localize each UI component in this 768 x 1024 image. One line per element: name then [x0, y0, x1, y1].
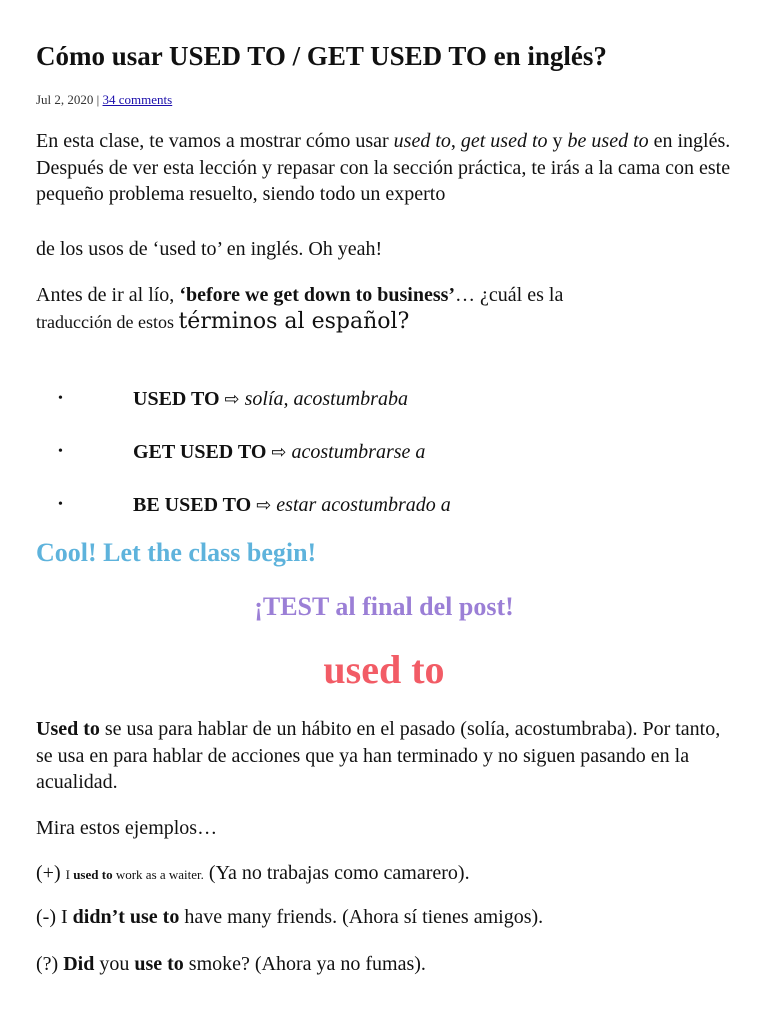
post-date: Jul 2, 2020: [36, 92, 94, 107]
intro-term-used-to: used to: [393, 130, 451, 152]
intro-paragraph: [36, 128, 736, 208]
translation-text: traducción de estos: [36, 311, 179, 332]
example-sign: (+): [36, 862, 66, 884]
intro-text: y: [547, 130, 568, 152]
term-meaning: estar acostumbrado a: [276, 494, 451, 516]
bullet-icon: •: [58, 391, 63, 406]
meta-separator: |: [93, 92, 103, 107]
example-text: work as a waiter.: [112, 867, 204, 882]
example-text: have many friends. (Ahora sí tienes amigos).: [179, 906, 544, 928]
arrow-right-icon: ⇨: [224, 389, 240, 410]
test-heading: ¡TEST al final del post!: [254, 592, 514, 621]
intro-text: En esta clase, te vamos a mostrar cómo usar: [36, 130, 394, 152]
examples-intro: Mira estos ejemplos…: [36, 817, 218, 839]
bullet-icon: •: [58, 444, 63, 459]
explanation-term: Used to: [36, 718, 100, 740]
intro-text: en inglés. Después de ver esta lección y repasar con la sección práctica, te irás a la cama con este pequeño problema resuelto, siendo todo un experto: [36, 130, 731, 205]
example-text: smoke? (Ahora ya no fumas).: [183, 953, 426, 975]
example-text: I: [60, 906, 73, 928]
example-keyword: didn’t use to: [72, 906, 180, 928]
explanation-paragraph: [36, 716, 736, 796]
bullet-icon: •: [58, 497, 63, 512]
term-label: GET USED TO: [133, 441, 267, 463]
intro-term-be-used-to: be used to: [567, 130, 649, 152]
example-keyword: use to: [134, 953, 184, 975]
explanation-text: se usa para hablar de un hábito en el pasado (solía, acostumbraba). Por tanto, se usa en para hablar de acciones que ya han terminado y no siguen pasando en la acualidad.: [36, 718, 721, 793]
translation-phrase: ‘before we get down to business’: [179, 284, 456, 306]
translation-text: Antes de ir al lío,: [36, 284, 180, 306]
term-label: USED TO: [133, 388, 220, 410]
example-note: (Ya no trabajas como camarero).: [203, 862, 470, 884]
example-text: I: [65, 867, 74, 882]
translation-text: términos al español: [178, 308, 398, 334]
used-to-heading: used to: [323, 647, 445, 692]
example-text: you: [94, 953, 135, 975]
intro-text: ,: [450, 130, 461, 152]
term-meaning: solía, acostumbraba: [244, 388, 408, 410]
example-negative: [36, 904, 543, 930]
example-keyword: Did: [63, 953, 95, 975]
term-meaning: acostumbrarse a: [291, 441, 426, 463]
comments-link[interactable]: 34 comments: [102, 92, 173, 107]
intro-term-get-used-to: get used to: [460, 130, 548, 152]
translation-text: ?: [397, 308, 410, 334]
example-sign: (-): [36, 906, 61, 928]
arrow-right-icon: ⇨: [256, 495, 272, 516]
translation-paragraph: [36, 282, 736, 335]
example-sign: (?): [36, 953, 64, 975]
intro-paragraph-continued: de los usos de ‘used to’ en inglés. Oh yeah!: [36, 238, 383, 260]
example-question: [36, 951, 426, 977]
translation-text: … ¿cuál es la: [455, 284, 564, 306]
term-label: BE USED TO: [133, 494, 252, 516]
example-keyword: used to: [73, 867, 113, 882]
cool-heading: Cool! Let the class begin!: [36, 538, 317, 567]
article-title: Cómo usar USED TO / GET USED TO en inglés?: [36, 41, 607, 71]
arrow-right-icon: ⇨: [271, 442, 287, 463]
post-meta: [36, 92, 172, 108]
example-positive: [36, 860, 470, 888]
